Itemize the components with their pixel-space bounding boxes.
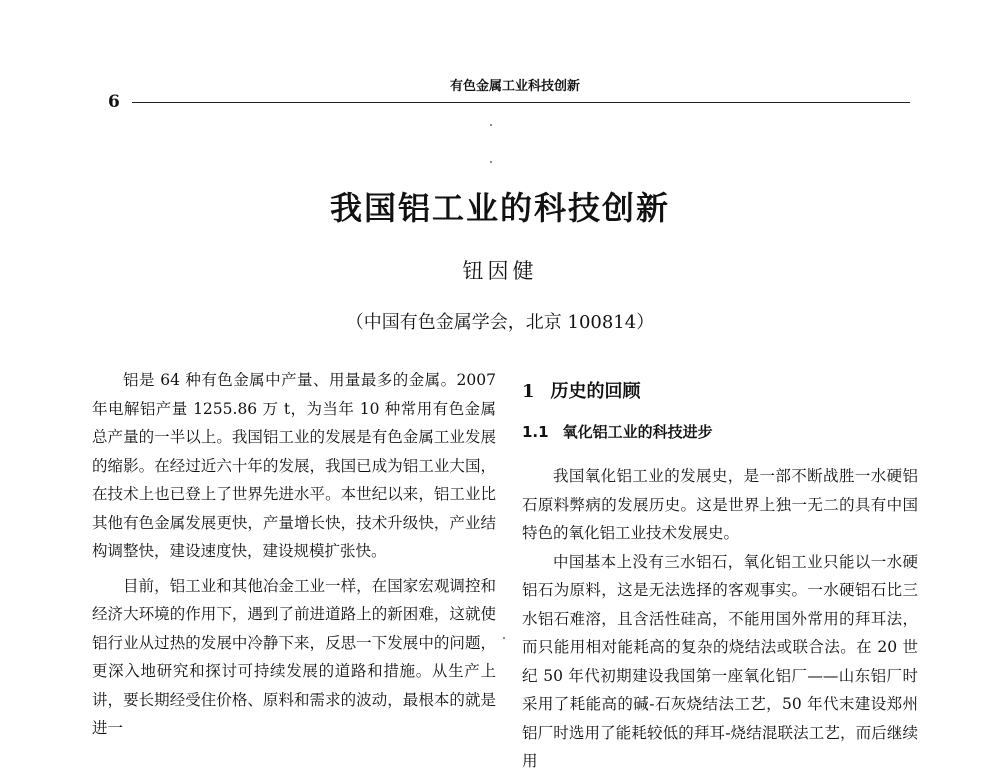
scan-speck	[503, 637, 505, 639]
section-title: 历史的回顾	[550, 381, 641, 402]
section-heading	[522, 380, 918, 404]
body-paragraph: 我国氧化铝工业的发展史，是一部不断战胜一水硬铝石原料弊病的发展历史。这是世界上独一无二的具有中国特色的氧化铝工业技术发展史。	[522, 467, 918, 542]
running-head	[0, 0, 1000, 120]
subsection-number: 1.1	[522, 423, 549, 441]
left-column	[92, 366, 496, 743]
body-paragraph: 中国基本上没有三水铝石，氧化铝工业只能以一水硬铝石为原料，这是无法选择的客观事实。一水硬铝石比三水铝石难溶，且含活性硅高，不能用国外常用的拜耳法，而只能用相对能耗高的复杂的烧结法或联合法。在 20 世纪 50 年代初期建设我国第一座氧化铝厂——山东铝厂时采用了耗能高的碱-石灰烧结法工艺，50 年代末建设郑州铝厂时选用了能耗较低的拜耳-烧结混联法工艺，而后继续用	[522, 552, 918, 770]
header-rule	[132, 102, 910, 103]
subsection-heading	[522, 420, 918, 444]
section-number: 1	[522, 381, 535, 402]
right-column	[522, 376, 918, 776]
body-paragraph: 目前，铝工业和其他冶金工业一样，在国家宏观调控和经济大环境的作用下，遇到了前进道路上的新困难，这就使铝行业从过热的发展中冷静下来，反思一下发展中的问题，更深入地研究和探讨可持续发展的道路和措施。从生产上讲，要长期经受住价格、原料和需求的波动，最根本的就是进一	[92, 576, 496, 737]
journal-name: 有色金属工业科技创新	[449, 79, 580, 94]
author-affiliation: （中国有色金属学会，北京 100814）	[345, 312, 655, 333]
body-paragraph: 铝是 64 种有色金属中产量、用量最多的金属。2007 年电解铝产量 1255.86 万 t，为当年 10 种常用有色金属总产量的一半以上。我国铝工业的发展是有色金属工业发展的缩影。在经过近六十年的发展，我国已成为铝工业大国，在技术上也已登上了世界先进水平。本世纪以来，铝工业比其他有色金属发展更快，产量增长快，技术升级快，产业结构调整快，建设速度快，建设规模扩张快。	[92, 371, 496, 560]
scan-speck	[490, 161, 492, 163]
author-name: 钮因健	[462, 259, 538, 283]
article-title: 我国铝工业的科技创新	[329, 189, 670, 227]
subsection-title: 氧化铝工业的科技进步	[562, 423, 713, 441]
scan-speck	[490, 124, 492, 126]
page-number: 6	[108, 92, 120, 112]
